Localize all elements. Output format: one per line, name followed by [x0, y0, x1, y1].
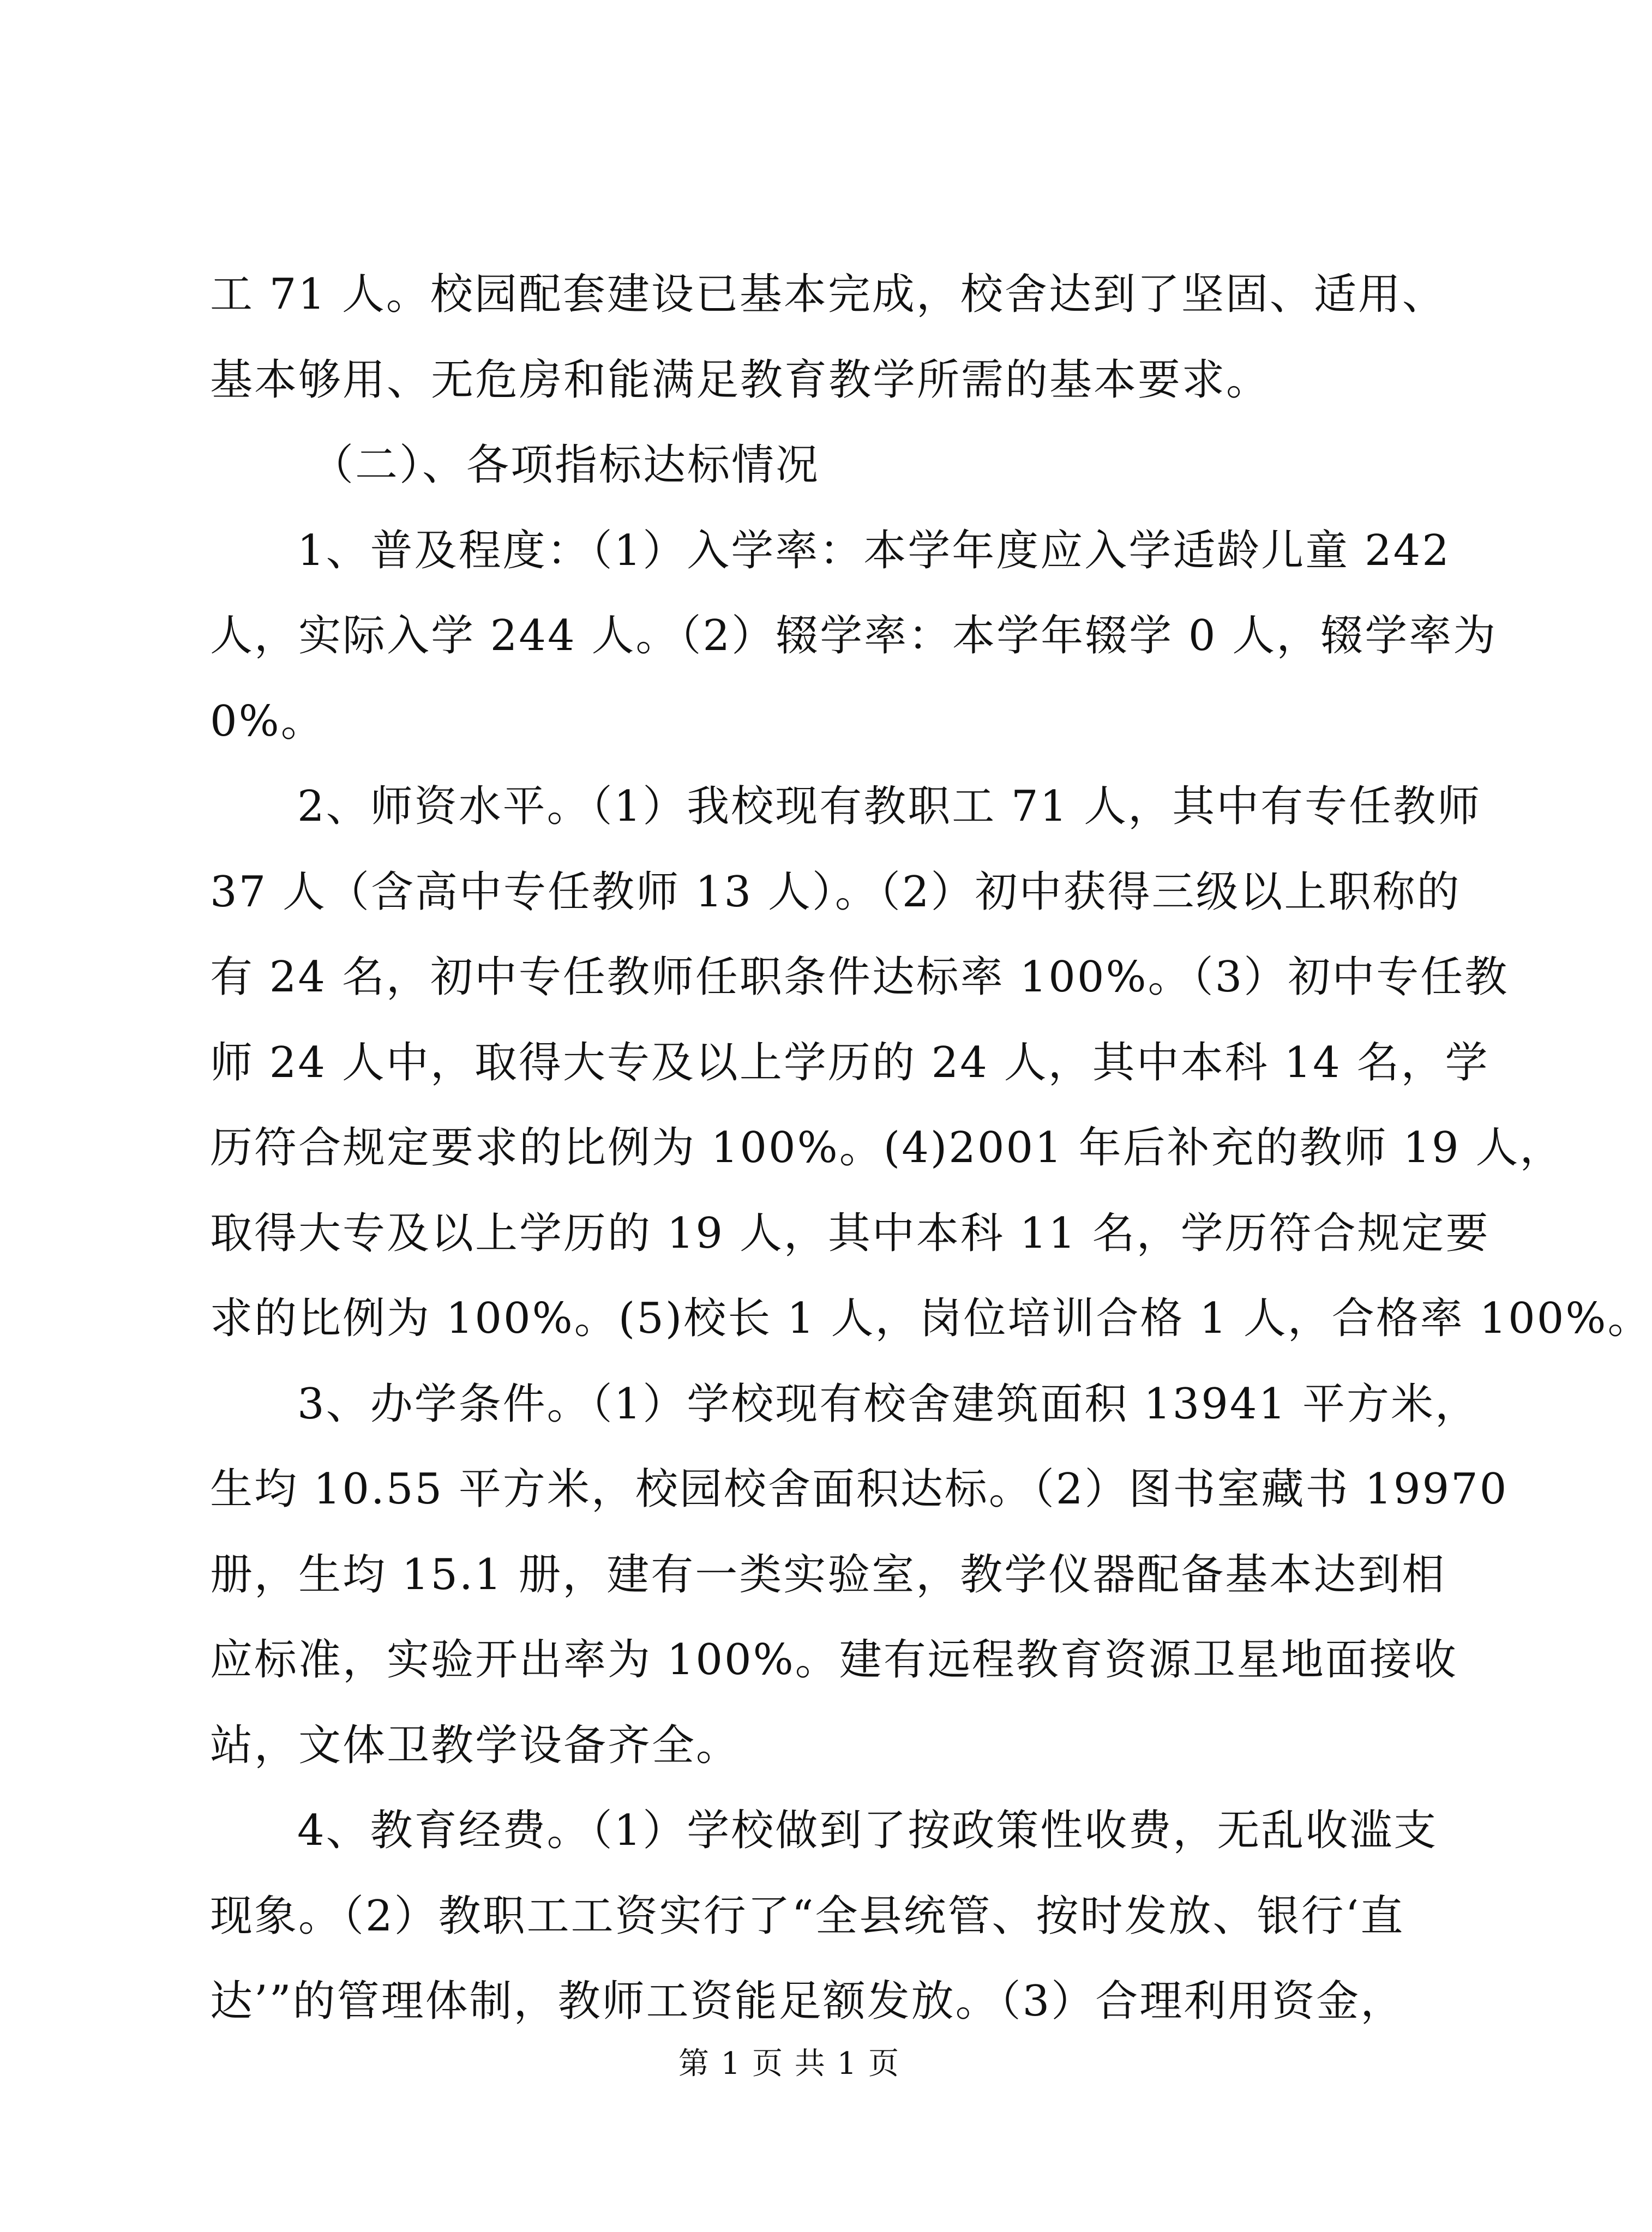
section-heading: （二）、各项指标达标情况 [311, 441, 820, 490]
paragraph-line: 人，实际入学 244 人。（2）辍学率：本学年辍学 0 人，辍学率为 [210, 611, 1498, 660]
paragraph-line: 册，生均 15.1 册，建有一类实验室，教学仪器配备基本达到相 [210, 1550, 1446, 1599]
page-footer: 第 1 页 共 1 页 [678, 2046, 900, 2081]
paragraph-line: 取得大专及以上学历的 19 人，其中本科 11 名，学历符合规定要 [210, 1208, 1490, 1258]
paragraph-line: 0%。 [210, 696, 325, 746]
paragraph-line: 达’”的管理体制，教师工资能足额发放。（3）合理利用资金， [210, 1977, 1405, 2026]
document-body [210, 252, 1652, 2044]
paragraph-line: 历符合规定要求的比例为 100%。(4)2001 年后补充的教师 19 人， [210, 1123, 1564, 1172]
paragraph-line: 应标准，实验开出率为 100%。建有远程教育资源卫星地面接收 [210, 1635, 1458, 1684]
paragraph-line: 求的比例为 100%。(5)校长 1 人，岗位培训合格 1 人，合格率 100%。 [210, 1294, 1652, 1343]
paragraph-line: 4、教育经费。（1）学校做到了按政策性收费，无乱收滥支 [297, 1806, 1438, 1855]
paragraph-line: 1、普及程度：（1）入学率：本学年度应入学适龄儿童 242 [297, 526, 1451, 575]
paragraph-line: 现象。（2）教职工工资实行了“全县统管、按时发放、银行‘直 [210, 1891, 1405, 1941]
paragraph-line: 师 24 人中，取得大专及以上学历的 24 人，其中本科 14 名，学 [210, 1038, 1489, 1087]
paragraph-line: 生均 10.55 平方米，校园校舍面积达标。（2）图书室藏书 19970 [210, 1465, 1509, 1514]
paragraph-line: 有 24 名，初中专任教师任职条件达标率 100%。（3）初中专任教 [210, 953, 1509, 1002]
paragraph-line: 2、师资水平。（1）我校现有教职工 71 人，其中有专任教师 [297, 782, 1482, 831]
paragraph-line: 37 人（含高中专任教师 13 人）。（2）初中获得三级以上职称的 [210, 867, 1461, 917]
paragraph-line: 基本够用、无危房和能满足教育教学所需的基本要求。 [210, 355, 1271, 405]
paragraph-line: 3、办学条件。（1）学校现有校舍建筑面积 13941 平方米， [297, 1379, 1479, 1429]
paragraph-line: 工 71 人。校园配套建设已基本完成，校舍达到了坚固、适用、 [210, 270, 1446, 319]
paragraph-line: 站，文体卫教学设备齐全。 [210, 1720, 741, 1770]
